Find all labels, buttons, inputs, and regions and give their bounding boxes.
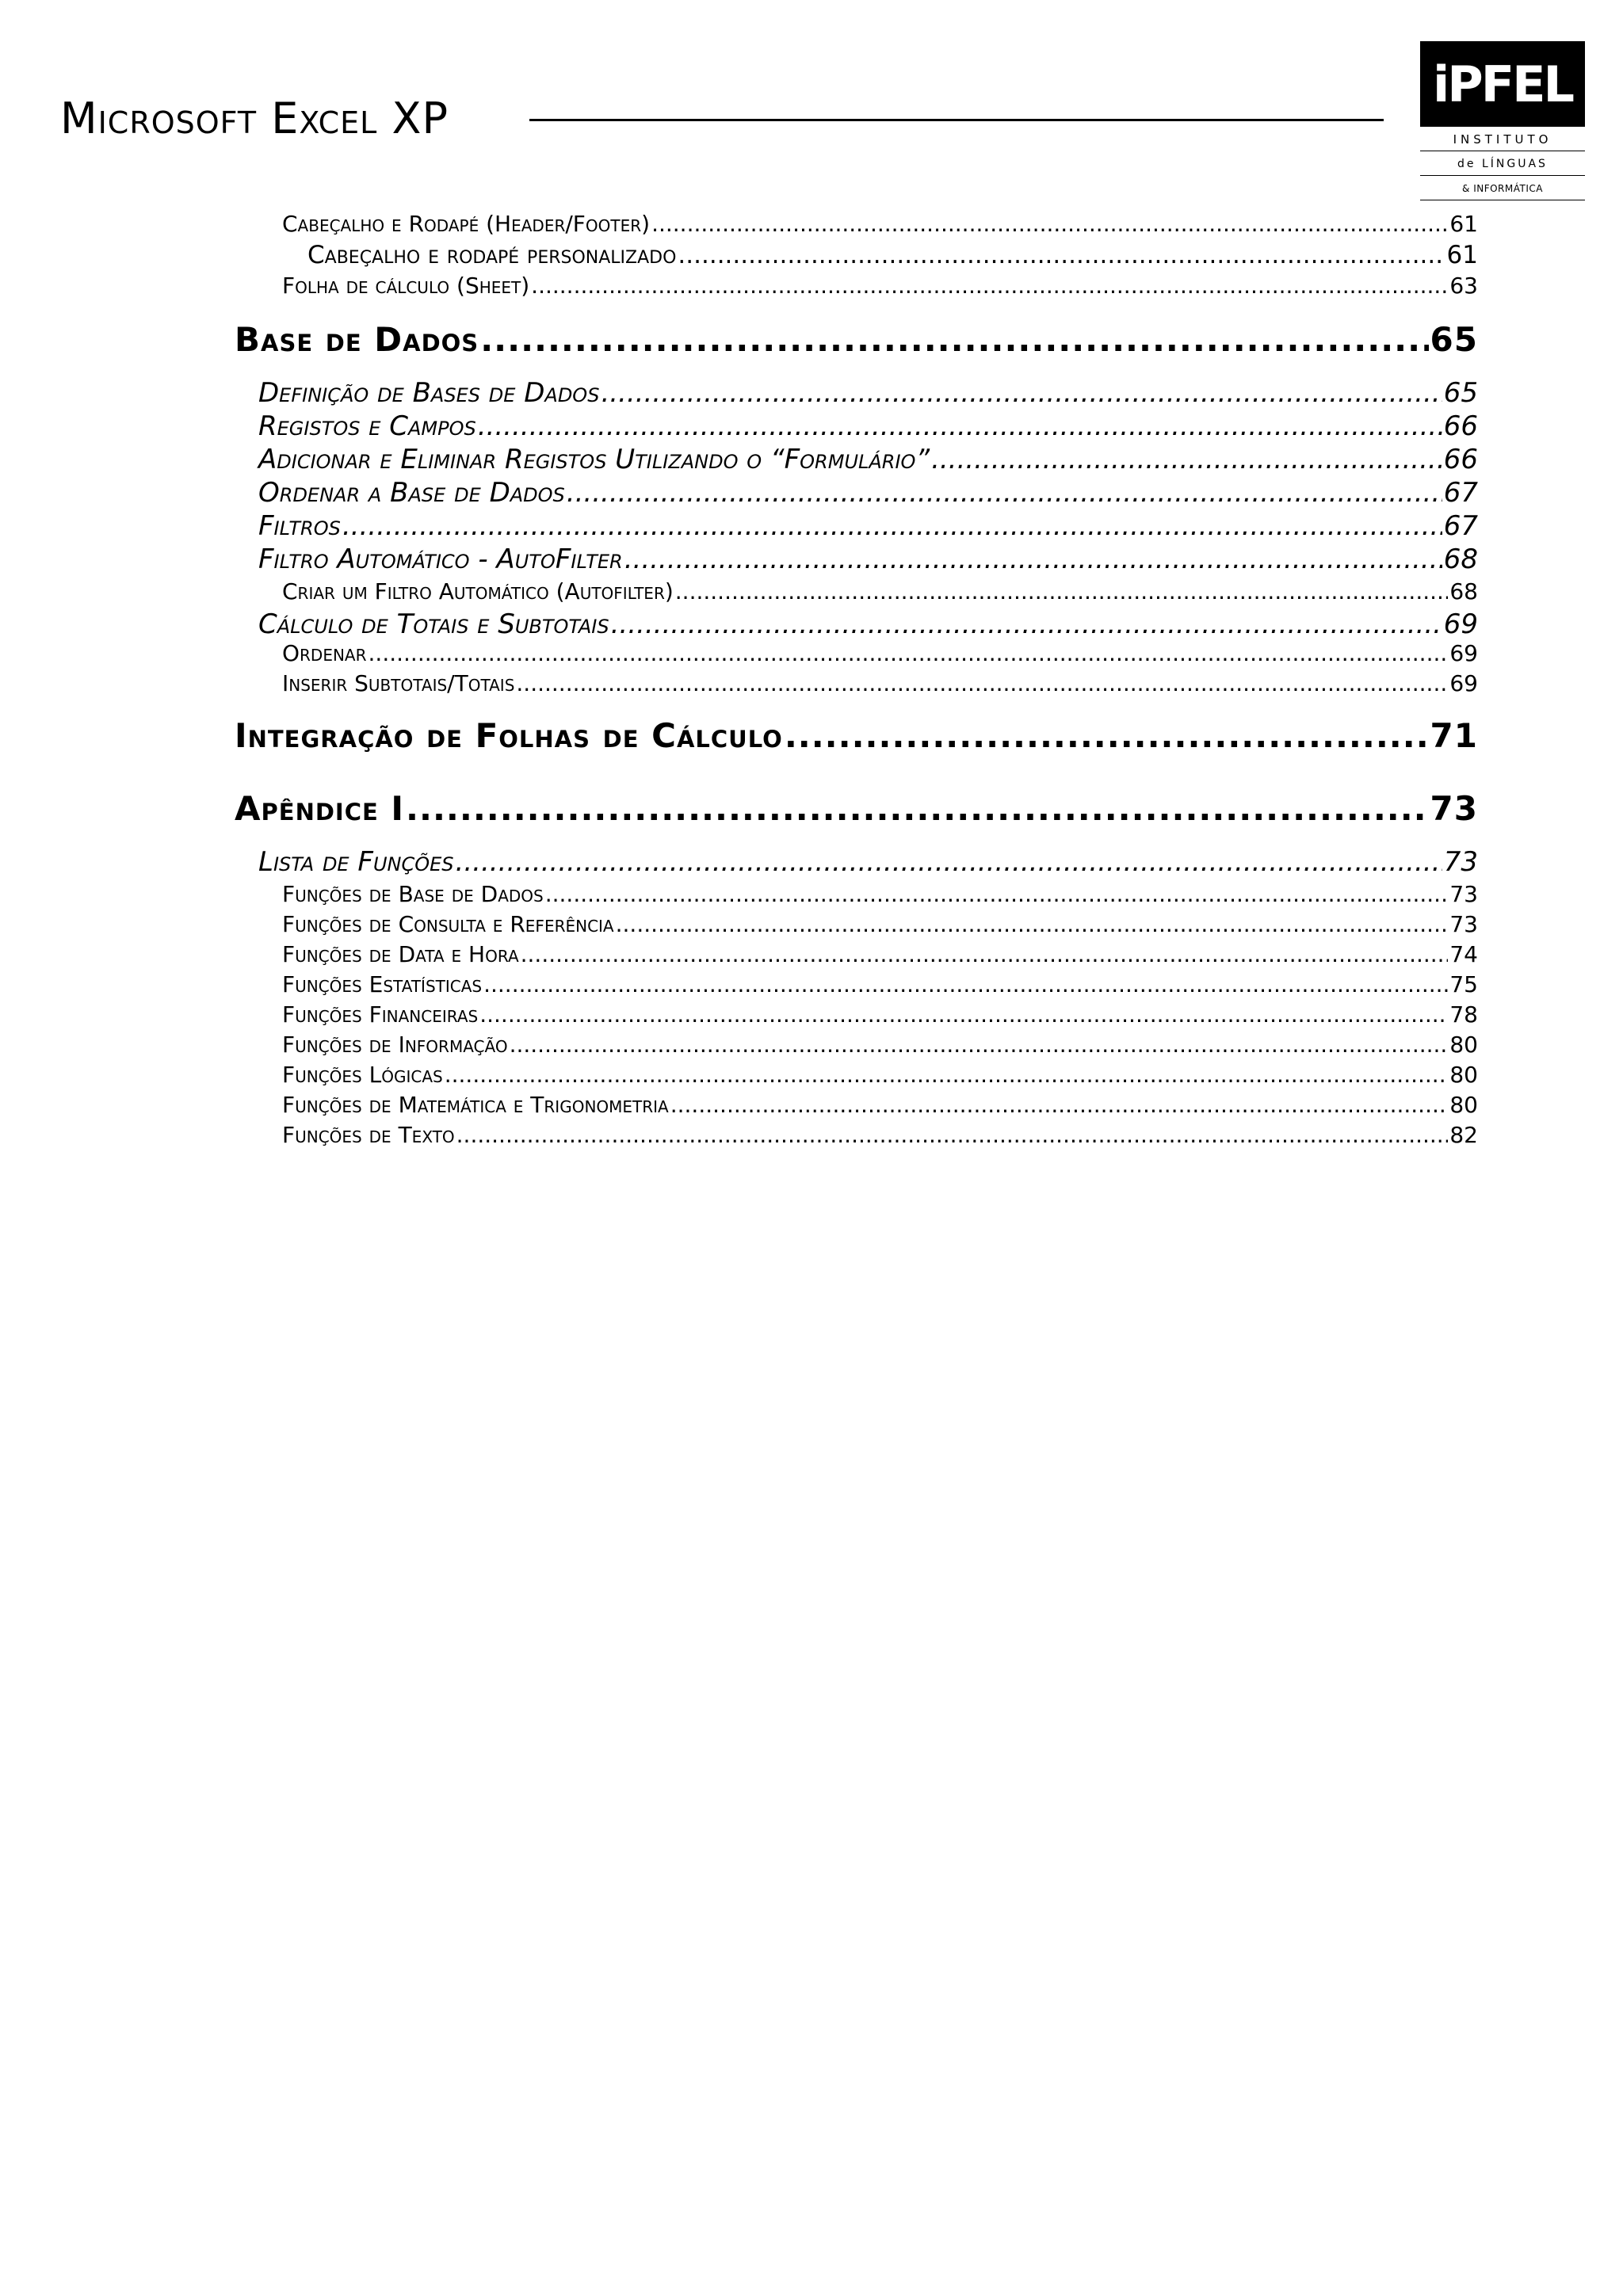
toc-entry[interactable] bbox=[282, 578, 1478, 605]
toc-leader-dots bbox=[445, 1062, 1449, 1088]
toc-entry-page: 75 bbox=[1449, 971, 1478, 997]
toc-leader-dots bbox=[616, 911, 1449, 937]
toc-leader-dots bbox=[675, 578, 1449, 605]
toc-leader-dots bbox=[456, 1122, 1449, 1148]
toc-leader-dots bbox=[456, 846, 1442, 878]
toc-entry-page: 67 bbox=[1443, 477, 1478, 509]
toc-entry[interactable] bbox=[282, 1092, 1478, 1118]
toc-entry[interactable] bbox=[258, 410, 1478, 442]
toc-entry[interactable] bbox=[282, 911, 1478, 937]
toc-leader-dots bbox=[516, 670, 1448, 696]
toc-entry-title: Funções de Consulta e Referência bbox=[282, 911, 614, 937]
toc-entry-page: 61 bbox=[1449, 211, 1478, 237]
toc-leader-dots bbox=[483, 971, 1448, 997]
toc-leader-dots bbox=[567, 477, 1442, 509]
toc-entry-title: Inserir Subtotais/Totais bbox=[282, 670, 515, 696]
toc-entry-page: 66 bbox=[1443, 444, 1478, 475]
toc-leader-dots bbox=[406, 789, 1429, 828]
toc-entry[interactable] bbox=[258, 377, 1478, 409]
toc-entry-title: Funções de Data e Hora bbox=[282, 941, 519, 967]
toc-leader-dots bbox=[521, 941, 1449, 967]
toc-entry-page: 68 bbox=[1449, 578, 1478, 605]
toc-entry[interactable] bbox=[258, 444, 1478, 475]
toc-entry-page: 66 bbox=[1443, 410, 1478, 442]
toc-entry-title: Funções de Base de Dados bbox=[282, 881, 544, 907]
toc-entry-title: Adicionar e Eliminar Registos Utilizando o “Formulário” bbox=[258, 444, 930, 475]
toc-entry-page: 73 bbox=[1449, 881, 1478, 907]
toc-entry-title: Integração de Folhas de Cálculo bbox=[235, 716, 783, 755]
toc-entry[interactable] bbox=[258, 608, 1478, 640]
toc-entry[interactable] bbox=[282, 640, 1478, 666]
toc-entry-page: 82 bbox=[1449, 1122, 1478, 1148]
toc-entry-title: Base de Dados bbox=[235, 320, 479, 359]
toc-entry[interactable] bbox=[258, 543, 1478, 575]
toc-entry-title: Filtros bbox=[258, 510, 341, 542]
logo-mark: iPFEL bbox=[1420, 41, 1585, 127]
toc-entry-title: Cabeçalho e Rodapé (Header/Footer) bbox=[282, 211, 651, 237]
logo-line-informatica: & INFORMÁTICA bbox=[1420, 176, 1585, 200]
toc-leader-dots bbox=[670, 1092, 1449, 1118]
toc-entry-title: Filtro Automático - AutoFilter bbox=[258, 543, 623, 575]
toc-leader-dots bbox=[545, 881, 1449, 907]
toc-leader-dots bbox=[931, 444, 1442, 475]
toc-entry-chapter[interactable] bbox=[235, 716, 1478, 755]
logo-line-instituto: INSTITUTO bbox=[1420, 127, 1585, 151]
toc-entry-title: Funções Estatísticas bbox=[282, 971, 483, 997]
toc-entry[interactable] bbox=[258, 846, 1478, 878]
toc-entry-title: Definição de Bases de Dados bbox=[258, 377, 600, 409]
toc-leader-dots bbox=[678, 241, 1445, 269]
toc-entry[interactable] bbox=[282, 941, 1478, 967]
toc-leader-dots bbox=[611, 608, 1442, 640]
toc-leader-dots bbox=[342, 510, 1442, 542]
toc-entry-title: Funções Lógicas bbox=[282, 1062, 443, 1088]
toc-entry-page: 80 bbox=[1449, 1062, 1478, 1088]
toc-entry-page: 74 bbox=[1449, 941, 1478, 967]
toc-entry[interactable] bbox=[282, 1062, 1478, 1088]
toc-entry-title: Funções de Texto bbox=[282, 1122, 455, 1148]
toc-entry[interactable] bbox=[258, 510, 1478, 542]
toc-entry[interactable] bbox=[282, 1001, 1478, 1028]
toc-entry-page: 78 bbox=[1449, 1001, 1478, 1028]
toc-entry-title: Ordenar bbox=[282, 640, 367, 666]
toc-entry[interactable] bbox=[282, 273, 1478, 299]
toc-entry-page: 67 bbox=[1443, 510, 1478, 542]
toc-entry-chapter[interactable] bbox=[235, 320, 1478, 359]
toc-entry-page: 61 bbox=[1446, 241, 1478, 269]
toc-entry-page: 73 bbox=[1430, 789, 1478, 828]
toc-entry-title: Lista de Funções bbox=[258, 846, 454, 878]
toc-leader-dots bbox=[479, 1001, 1448, 1028]
toc-entry-page: 68 bbox=[1443, 543, 1478, 575]
logo-line-linguas: de LÍNGUAS bbox=[1420, 151, 1585, 176]
toc-leader-dots bbox=[785, 716, 1429, 755]
toc-leader-dots bbox=[601, 377, 1442, 409]
toc-leader-dots bbox=[531, 273, 1448, 299]
toc-entry-page: 63 bbox=[1449, 273, 1478, 299]
toc-entry[interactable] bbox=[282, 971, 1478, 997]
toc-entry[interactable] bbox=[282, 211, 1478, 237]
toc-entry-title: Registos e Campos bbox=[258, 410, 476, 442]
header-rule bbox=[529, 119, 1384, 121]
toc-entry-page: 80 bbox=[1449, 1032, 1478, 1058]
toc-leader-dots bbox=[510, 1032, 1449, 1058]
toc-entry-title: Cabeçalho e rodapé personalizado bbox=[307, 241, 677, 269]
toc-leader-dots bbox=[478, 410, 1442, 442]
toc-leader-dots bbox=[624, 543, 1442, 575]
toc-entry[interactable] bbox=[282, 1122, 1478, 1148]
toc-entry-page: 65 bbox=[1443, 377, 1478, 409]
toc-entry[interactable] bbox=[282, 881, 1478, 907]
toc-entry-title: Apêndice I bbox=[235, 789, 405, 828]
toc-entry-page: 65 bbox=[1430, 320, 1478, 359]
toc-entry-title: Funções de Matemática e Trigonometria bbox=[282, 1092, 669, 1118]
toc-entry[interactable] bbox=[282, 1032, 1478, 1058]
toc-entry-title: Folha de cálculo (Sheet) bbox=[282, 273, 530, 299]
toc-entry-page: 69 bbox=[1449, 670, 1478, 696]
toc-entry-title: Cálculo de Totais e Subtotais bbox=[258, 608, 609, 640]
toc-entry[interactable] bbox=[258, 477, 1478, 509]
toc-entry-title: Funções Financeiras bbox=[282, 1001, 479, 1028]
institute-logo bbox=[1420, 41, 1585, 200]
toc-entry[interactable] bbox=[307, 241, 1478, 269]
toc-entry-page: 80 bbox=[1449, 1092, 1478, 1118]
toc-entry-page: 73 bbox=[1443, 846, 1478, 878]
toc-entry-page: 73 bbox=[1449, 911, 1478, 937]
toc-entry-title: Ordenar a Base de Dados bbox=[258, 477, 565, 509]
toc-entry-page: 71 bbox=[1430, 716, 1478, 755]
toc-entry-title: Criar um Filtro Automático (Autofilter) bbox=[282, 578, 674, 605]
toc-entry-page: 69 bbox=[1443, 608, 1478, 640]
toc-entry-title: Funções de Informação bbox=[282, 1032, 508, 1058]
toc-entry[interactable] bbox=[282, 670, 1478, 696]
toc-entry-chapter[interactable] bbox=[235, 789, 1478, 828]
toc-leader-dots bbox=[480, 320, 1428, 359]
toc-leader-dots bbox=[369, 640, 1449, 666]
document-header-title: Microsoft Excel XP bbox=[60, 93, 449, 143]
toc-leader-dots bbox=[651, 211, 1448, 237]
toc-entry-page: 69 bbox=[1449, 640, 1478, 666]
